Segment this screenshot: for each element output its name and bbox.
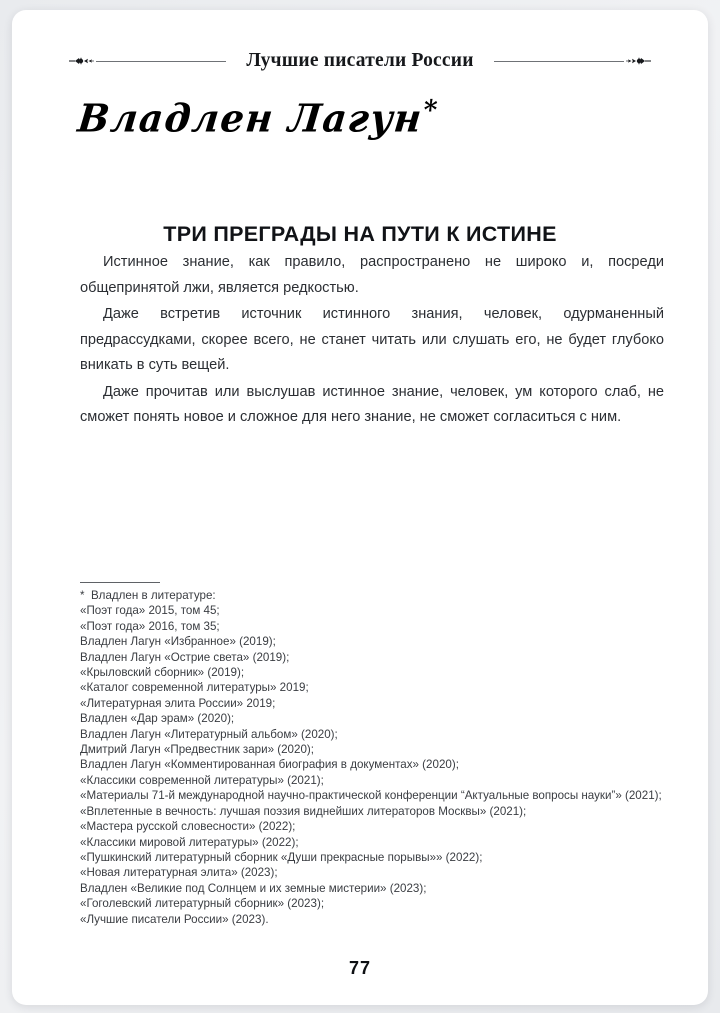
footnote-entry: Дмитрий Лагун «Предвестник зари» (2020); (80, 743, 314, 757)
footnote-entry: «Классики современной литературы» (2021); (80, 773, 324, 787)
footnote-entry: «Новая литературная элита» (2023); (80, 866, 278, 880)
footnote-entry: «Лучшие писатели России» (2023). (80, 912, 269, 926)
body-paragraph: Даже встретив источник истинного знания, человек, одурманенный предрассудками, скорее всего, не станет читать или слушать его, не будет глубоко вникать в суть вещей. (80, 306, 664, 373)
footnote-entry: Владлен Лагун «Острие света» (2019); (80, 650, 290, 664)
article-title: ТРИ ПРЕГРАДЫ НА ПУТИ К ИСТИНЕ (163, 222, 557, 247)
footnote-block (80, 588, 666, 927)
footnote-entry: «Вплетенные в вечность: лучшая поэзия виднейших литераторов Москвы» (2021); (80, 804, 527, 818)
footnote-entry: «Классики мировой литературы» (2022); (80, 835, 299, 849)
body-paragraph: Истинное знание, как правило, распространено не широко и, посреди общепринятой лжи, является редкостью. (80, 254, 664, 296)
footnote-heading: * Владлен в литературе: (80, 589, 216, 602)
author-footnote-marker: * (421, 95, 439, 127)
footnote-entry: Владлен Лагун «Избранное» (2019); (80, 635, 276, 649)
footnote-entry: «Материалы 71-й международной научно-практической конференции “Актуальные вопросы науки”» (2021); (80, 789, 662, 803)
footnote-entry: Владлен Лагун «Комментированная биография в документах» (2020); (80, 758, 459, 772)
fleuron-ornament-left (68, 53, 94, 69)
author-name-text: Владлен Лагун (75, 95, 426, 141)
footnote-entry: «Пушкинский литературный сборник «Души прекрасные порывы»» (2022); (80, 850, 483, 864)
footnote-separator (80, 582, 160, 583)
footnote-entry: Владлен Лагун «Литературный альбом» (2020); (80, 727, 338, 741)
footnote-entry: «Крыловский сборник» (2019); (80, 666, 245, 680)
running-head (68, 48, 652, 74)
head-rule-left (96, 61, 226, 62)
footnote-entry: «Мастера русской словесности» (2022); (80, 820, 296, 834)
article-body (80, 250, 664, 432)
footnote-entry: «Гоголевский литературный сборник» (2023); (80, 897, 325, 911)
footnote-entry: Владлен «Дар эрам» (2020); (80, 712, 235, 726)
footnote-entry: «Поэт года» 2016, том 35; (80, 619, 220, 633)
head-rule-right (494, 61, 624, 62)
footnote-entry: Владлен «Великие под Солнцем и их земные мистерии» (2023); (80, 881, 427, 895)
body-paragraph: Даже прочитав или выслушав истинное знание, человек, ум которого слаб, не сможет понять новое и сложное для него знание, не сможет согласиться с ним. (80, 383, 664, 425)
footnote-entry: «Поэт года» 2015, том 45; (80, 604, 220, 618)
running-head-title: Лучшие писатели России (246, 50, 474, 71)
footnote-entry: «Каталог современной литературы» 2019; (80, 681, 309, 695)
fleuron-ornament-right (626, 53, 652, 69)
document-page (12, 10, 708, 1005)
footnote-entry: «Литературная элита России» 2019; (80, 696, 276, 710)
page-content (12, 10, 708, 1005)
page-number: 77 (348, 958, 372, 978)
author-name (76, 95, 439, 141)
